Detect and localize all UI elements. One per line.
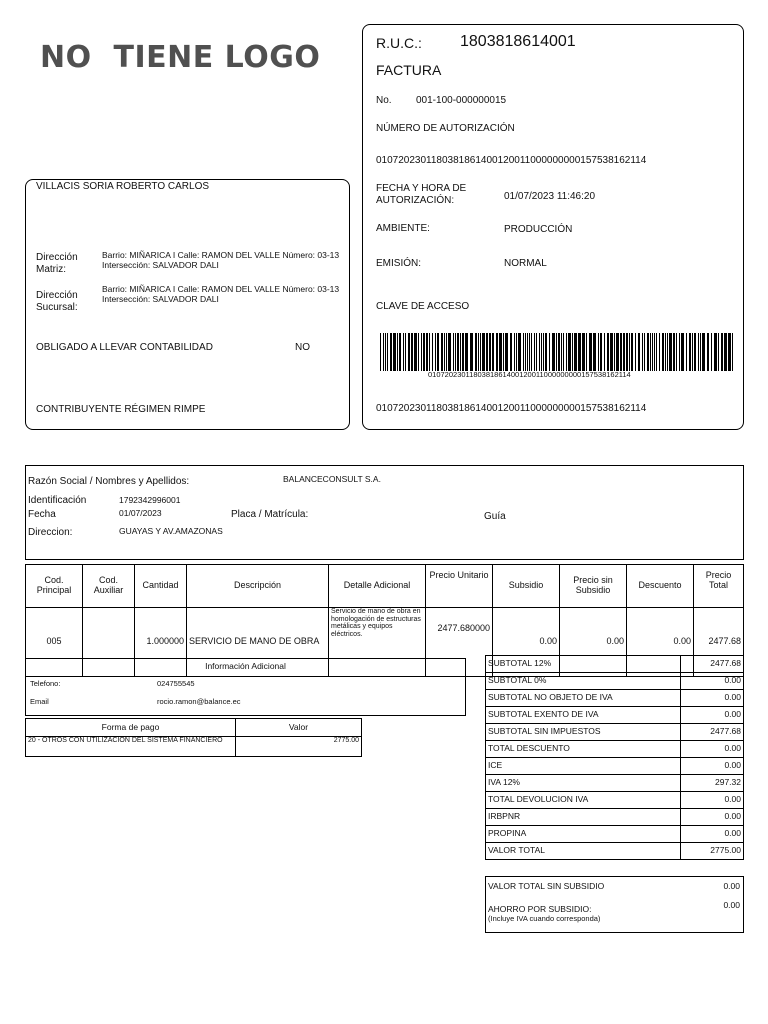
total-label: SUBTOTAL 12% [486,656,681,673]
barcode-bar [556,333,557,371]
barcode-bar [446,333,447,371]
barcode-bar [721,333,723,371]
regimen-label: CONTRIBUYENTE RÉGIMEN RIMPE [36,404,206,415]
auth-label: NÚMERO DE AUTORIZACIÓN [376,123,515,134]
barcode-bar [499,333,502,371]
direccion-value: GUAYAS Y AV.AMAZONAS [119,526,223,536]
header-cod-auxiliar: Cod. Auxiliar [83,565,135,608]
total-label: TOTAL DESCUENTO [486,741,681,758]
ahorro-label: AHORRO POR SUBSIDIO: [488,904,592,914]
total-label: SUBTOTAL EXENTO DE IVA [486,707,681,724]
header-descuento: Descuento [627,565,694,608]
barcode-bar [589,333,592,371]
barcode-bar [462,333,464,371]
ruc-label: R.U.C.: [376,35,422,51]
barcode-bar [642,333,643,371]
items-header-row [26,565,744,608]
barcode-bar [426,333,428,371]
sucursal-address: Barrio: MIÑARICA I Calle: RAMON DEL VALLE Número: 03-13 Intersección: SALVADOR DALI [102,284,340,304]
id-label: Identificación [28,495,87,506]
total-label: VALOR TOTAL [486,843,681,860]
barcode-bar [623,333,625,371]
barcode-bar [711,333,712,371]
barcode-bar [390,333,392,371]
matriz-label: Dirección Matriz: [36,252,78,275]
subsidio-total-label: VALOR TOTAL SIN SUBSIDIO [488,881,605,891]
email-value: rocio.ramon@balance.ec [157,697,241,706]
barcode-bar [529,333,530,371]
barcode-bar [393,333,396,371]
total-value: 297.32 [681,775,744,792]
barcode-bar [441,333,443,371]
guia-label: Guía [484,511,506,522]
subsidio-total-value: 0.00 [723,881,740,891]
ambiente-value: PRODUCCIÓN [504,224,573,235]
barcode-bar [545,333,547,371]
cell-precio-total: 2477.68 [694,608,744,677]
barcode-bar [541,333,542,371]
clave-label: CLAVE DE ACCESO [376,301,470,312]
barcode-bar [700,333,701,371]
total-label: SUBTOTAL SIN IMPUESTOS [486,724,681,741]
barcode-bar [505,333,508,371]
barcode-bar [647,333,649,371]
table-row [486,741,744,758]
barcode-bar [408,333,410,371]
telefono-value: 024755545 [157,679,195,688]
sucursal-label: Dirección Sucursal: [36,290,78,313]
barcode-bar [626,333,628,371]
barcode-bar [411,333,413,371]
barcode-bar [654,333,655,371]
barcode-bar [549,333,550,371]
barcode-bar [558,333,560,371]
cell-cod-principal: 005 [26,608,83,677]
barcode-bar [531,333,532,371]
issuer-name: VILLACIS SORIA ROBERTO CARLOS [36,181,210,192]
barcode-bar [718,333,719,371]
barcode-bar [448,333,451,371]
barcode-bar [399,333,401,371]
barcode-bar [482,333,485,371]
id-value: 1792342996001 [119,495,181,505]
header-detalle: Detalle Adicional [329,565,426,608]
table-row [486,826,744,843]
cell-detalle: Servicio de mano de obra en homologación de estructuras metálicas y equipos eléctricos. [329,608,426,677]
barcode-bar [385,333,386,371]
total-label: ICE [486,758,681,775]
header-subsidio: Subsidio [493,565,560,608]
barcode-bar [423,333,425,371]
razon-value: BALANCECONSULT S.A. [283,474,381,484]
fecha-label: Fecha [28,509,56,520]
total-label: IVA 12% [486,775,681,792]
barcode-bar [453,333,454,371]
email-label: Email [30,697,49,706]
barcode-bar [380,333,381,371]
barcode-bar [593,333,596,371]
barcode-bar [578,333,581,371]
table-row [486,724,744,741]
barcode-bar [470,333,473,371]
barcode-bar [582,333,585,371]
table-row [486,673,744,690]
barcode-bar [728,333,731,371]
barcode-bar [486,333,488,371]
total-label: IRBPNR [486,809,681,826]
cell-precio-sin-subsidio: 0.00 [560,608,627,677]
total-value: 0.00 [681,707,744,724]
header-cod-principal: Cod. Principal [26,565,83,608]
barcode-bar [702,333,705,371]
barcode-bar [496,333,498,371]
barcode-bar [662,333,664,371]
barcode-bar [543,333,544,371]
info-adicional-divider [25,676,466,677]
barcode-bar [667,333,668,371]
barcode-bar [534,333,535,371]
header-precio-unitario: Precio Unitario [426,565,493,608]
header-descripcion: Descripción [187,565,329,608]
ambiente-label: AMBIENTE: [376,223,430,234]
barcode-bar [714,333,717,371]
barcode-bar [437,333,439,371]
barcode-bar [523,333,524,371]
barcode-bar [397,333,398,371]
cell-descuento: 0.00 [627,608,694,677]
barcode-bar [568,333,571,371]
header-precio-total: Precio Total [694,565,744,608]
barcode-bar [480,333,481,371]
barcode-bar [694,333,696,371]
barcode-bar [686,333,687,371]
auth-number: 0107202301180381861400120011000000000157538162114 [376,155,647,166]
barcode-bar [635,333,636,371]
barcode-bar [724,333,727,371]
barcode-image [380,333,736,371]
barcode-bar [460,333,461,371]
cell-subsidio: 0.00 [493,608,560,677]
barcode-bar [421,333,422,371]
barcode-bar [616,333,619,371]
barcode-bar [403,333,404,371]
barcode-bar [518,333,521,371]
fecha-value: 01/07/2023 [119,508,162,518]
barcode-bar [620,333,622,371]
barcode-bar [707,333,709,371]
barcode-bar [432,333,433,371]
table-row [486,843,744,860]
barcode-bar [516,333,517,371]
table-row [486,809,744,826]
clave-value: 0107202301180381861400120011000000000157538162114 [376,403,647,414]
barcode-bar [435,333,436,371]
forma-pago-header: Forma de pago [26,719,236,737]
total-value: 0.00 [681,826,744,843]
total-value: 0.00 [681,741,744,758]
matriz-address: Barrio: MIÑARICA I Calle: RAMON DEL VALLE Número: 03-13 Intersección: SALVADOR DALI [102,250,340,270]
barcode-bar [681,333,684,371]
table-row [486,792,744,809]
total-label: SUBTOTAL NO OBJETO DE IVA [486,690,681,707]
cell-cantidad: 1.000000 [135,608,187,677]
ruc-value: 1803818614001 [460,33,576,50]
total-label: SUBTOTAL 0% [486,673,681,690]
barcode-bar [572,333,573,371]
table-row [486,707,744,724]
forma-pago-header-row [26,719,362,737]
total-value: 0.00 [681,809,744,826]
totals-table [485,655,744,860]
total-value: 0.00 [681,673,744,690]
barcode-bar [669,333,672,371]
total-value: 2477.68 [681,656,744,673]
barcode-bar [644,333,645,371]
total-value: 0.00 [681,690,744,707]
barcode-bar [610,333,613,371]
table-row [486,690,744,707]
barcode-bar [604,333,605,371]
forma-pago-valor-cell: 2775.00 [236,737,362,757]
barcode-bar [673,333,675,371]
invoice-no-value: 001-100-000000015 [416,95,507,106]
total-label: TOTAL DEVOLUCION IVA [486,792,681,809]
barcode-bar [387,333,388,371]
barcode-bar [652,333,653,371]
barcode-bar [676,333,677,371]
valor-header: Valor [236,719,362,737]
invoice-no-label: No. [376,95,392,106]
barcode-bar [418,333,419,371]
barcode-bar [732,333,733,371]
barcode-bar [552,333,555,371]
barcode-bar [478,333,479,371]
total-value: 2477.68 [681,724,744,741]
barcode-bar [489,333,491,371]
barcode-bar [659,333,660,371]
logo-placeholder: NO TIENE LOGO [40,40,321,75]
barcode-bar [656,333,657,371]
barcode-bar [503,333,504,371]
barcode-bar [561,333,562,371]
barcode-bar [586,333,587,371]
table-row [486,758,744,775]
table-row [26,737,362,757]
barcode-bar [600,333,602,371]
emision-value: NORMAL [504,258,547,269]
total-value: 0.00 [681,792,744,809]
emision-label: EMISIÓN: [376,258,422,269]
header-precio-sin-subsidio: Precio sin Subsidio [560,565,627,608]
barcode-bar [574,333,577,371]
barcode-bar [465,333,468,371]
barcode-bar [539,333,540,371]
barcode-bar [629,333,630,371]
barcode-bar [536,333,537,371]
direccion-label: Direccion: [28,527,73,538]
barcode-bar [383,333,384,371]
fecha-auth-value: 01/07/2023 11:46:20 [504,191,596,202]
barcode-bar [607,333,609,371]
razon-label: Razón Social / Nombres y Apellidos: [28,476,190,487]
info-adicional-title: Información Adicional [205,661,286,671]
total-value: 0.00 [681,758,744,775]
table-row [486,775,744,792]
barcode-bar [566,333,567,371]
barcode-bar [679,333,680,371]
barcode-bar [614,333,615,371]
telefono-label: Telefono: [30,679,61,688]
placa-label: Placa / Matrícula: [231,509,309,520]
barcode-bar [598,333,599,371]
barcode-bar [650,333,651,371]
barcode-bar [492,333,494,371]
barcode-bar [631,333,633,371]
barcode-bar [444,333,445,371]
ahorro-note: (Incluye IVA cuando corresponda) [488,914,601,923]
barcode-bar [510,333,512,371]
barcode-bar [563,333,564,371]
barcode-bar [455,333,456,371]
total-value: 2775.00 [681,843,744,860]
doc-type: FACTURA [376,62,442,78]
barcode-bar [429,333,430,371]
forma-pago-cell: 20 - OTROS CON UTILIZACION DEL SISTEMA FINANCIERO [26,737,236,757]
fecha-auth-label: FECHA Y HORA DE AUTORIZACIÓN: [376,183,467,206]
barcode-bar [457,333,459,371]
cell-precio-unitario: 2477.680000 [426,608,493,677]
barcode-bar [638,333,640,371]
barcode-text: 0107202301180381861400120011000000000157538162114 [428,370,631,379]
barcode-bar [475,333,477,371]
barcode-bar [698,333,699,371]
barcode-bar [527,333,528,371]
barcode-bar [665,333,666,371]
cell-descripcion: SERVICIO DE MANO DE OBRA [187,608,329,677]
header-cantidad: Cantidad [135,565,187,608]
barcode-bar [414,333,417,371]
ahorro-value: 0.00 [723,900,740,910]
barcode-bar [405,333,406,371]
contabilidad-label: OBLIGADO A LLEVAR CONTABILIDAD [36,342,213,353]
total-label: PROPINA [486,826,681,843]
forma-pago-table [25,718,362,757]
barcode-bar [689,333,691,371]
barcode-bar [525,333,526,371]
table-row [486,656,744,673]
barcode-bar [692,333,693,371]
barcode-bar [514,333,515,371]
contabilidad-value: NO [295,342,310,353]
